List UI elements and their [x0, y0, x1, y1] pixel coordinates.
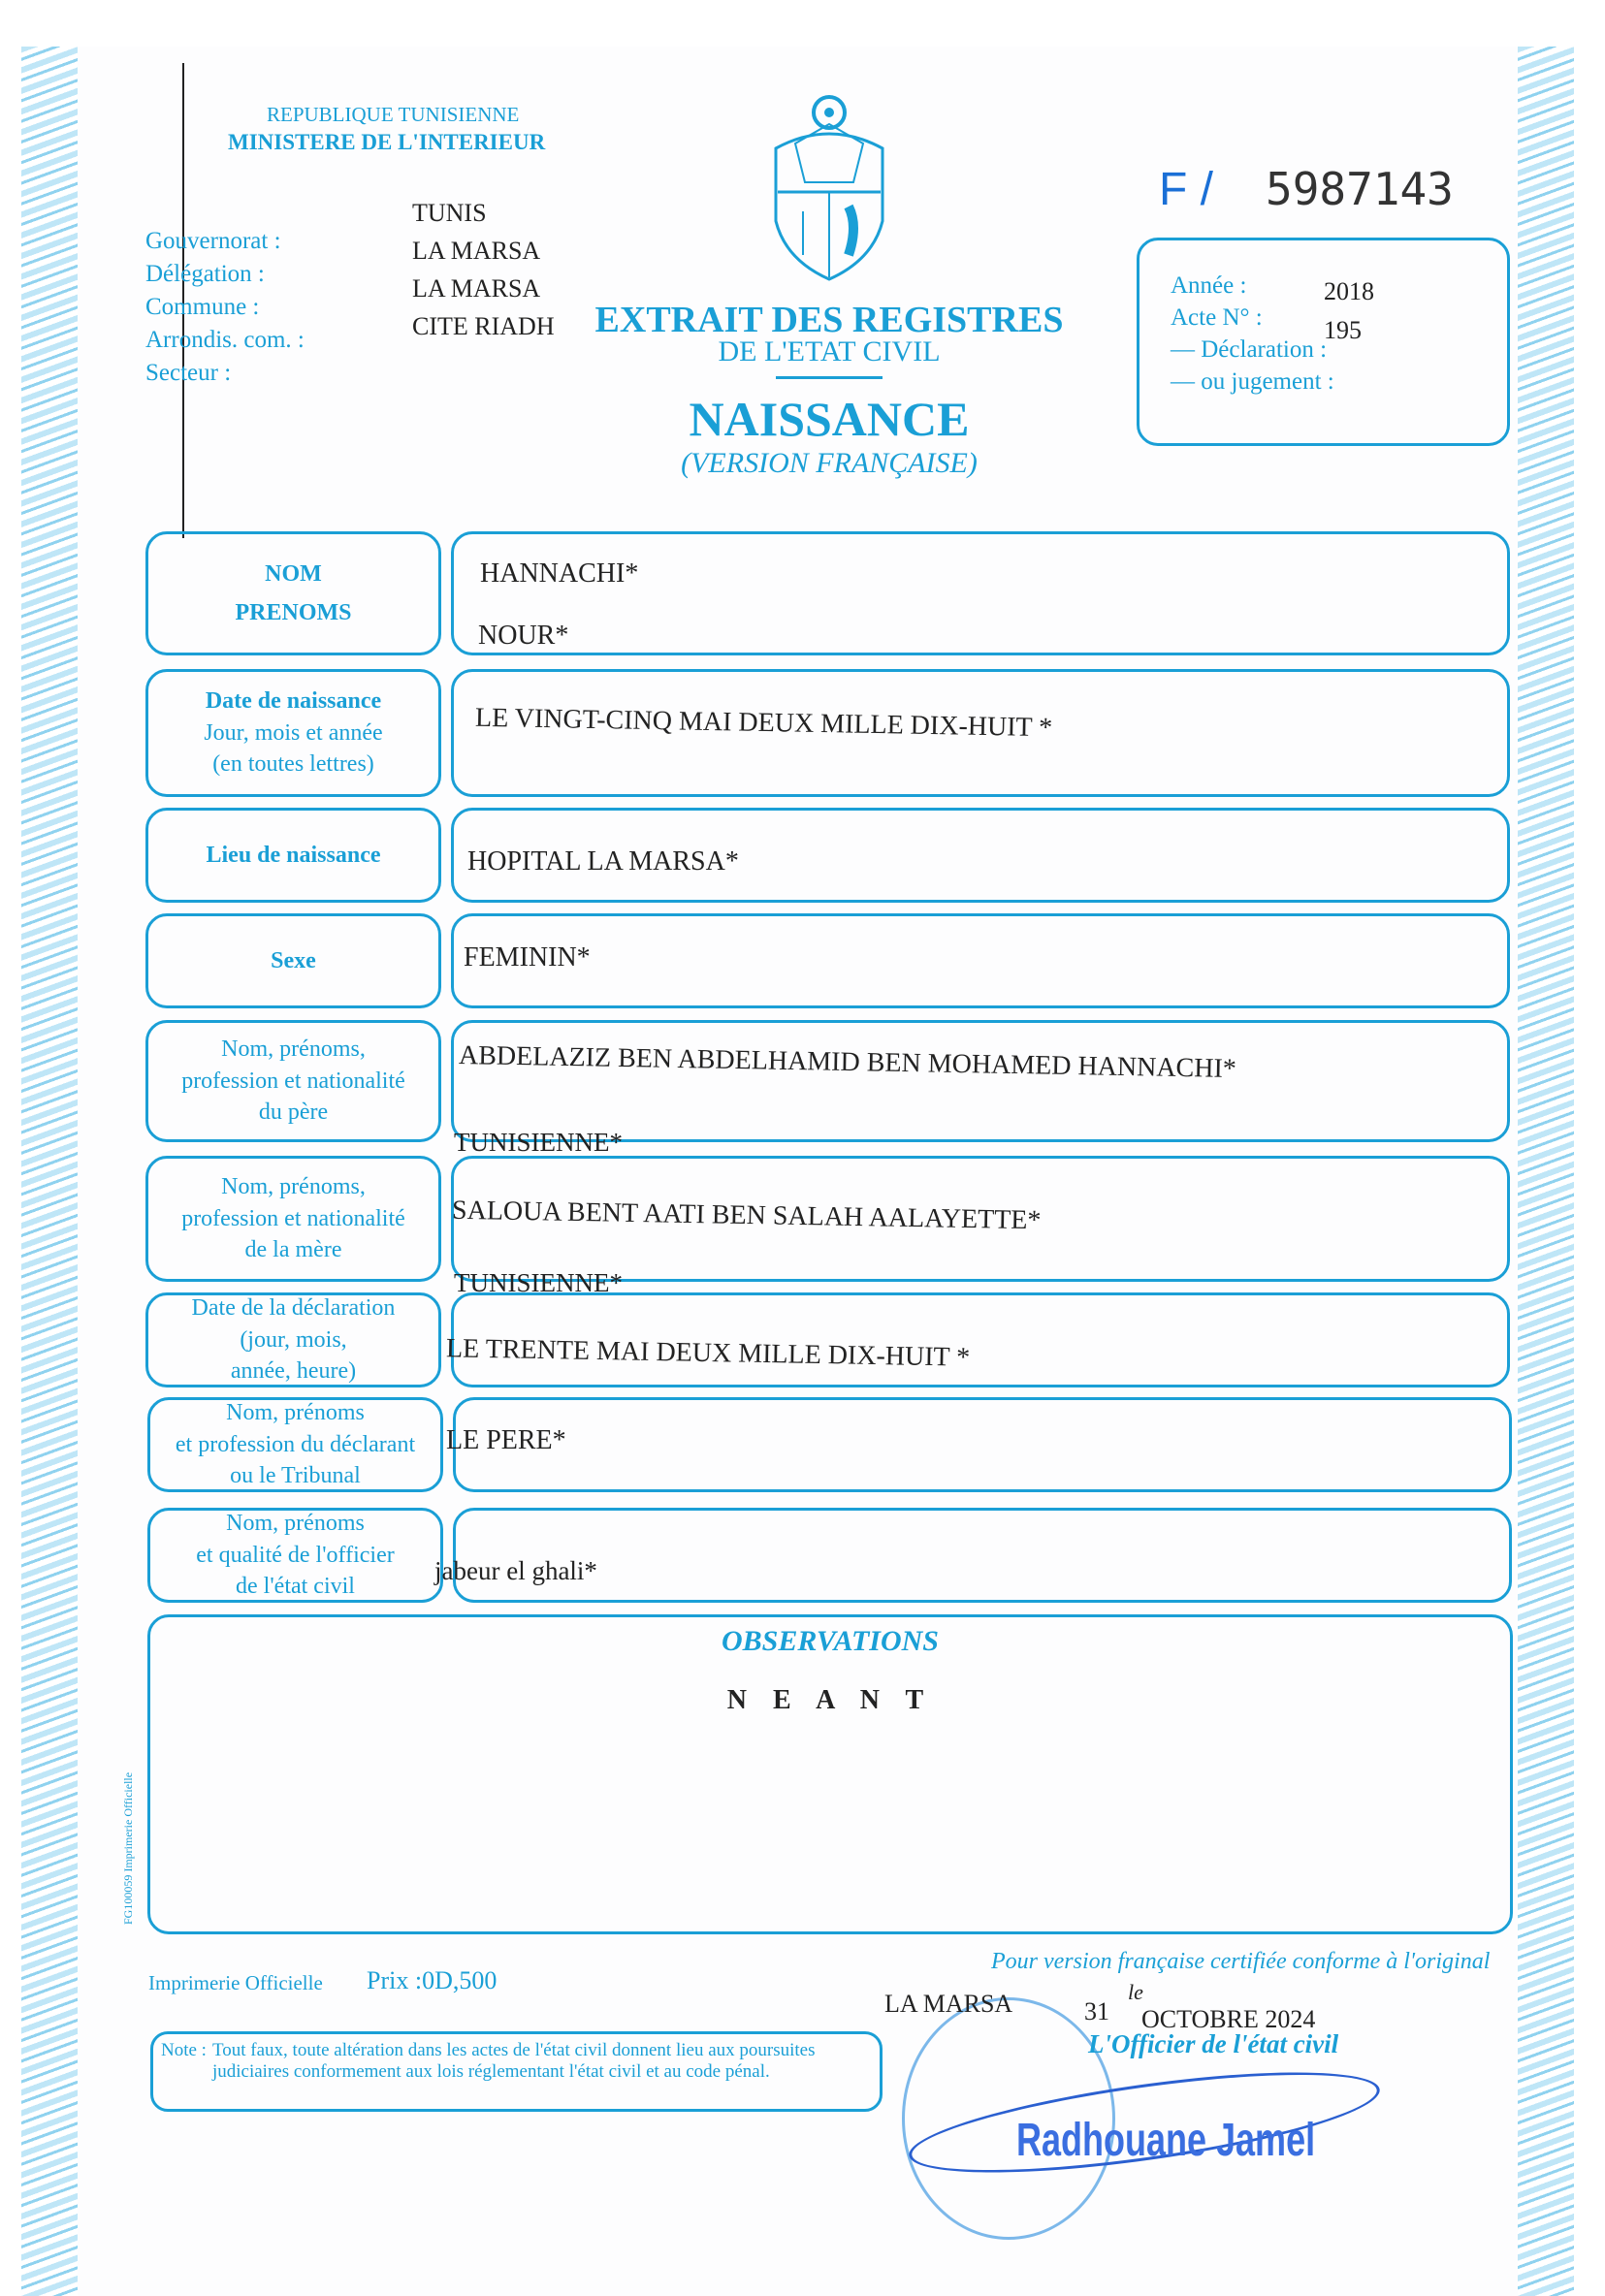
label-line: Nom, prénoms, — [221, 1036, 366, 1063]
acte-value: 195 — [1324, 316, 1362, 344]
label-line: de la mère — [244, 1237, 342, 1263]
value-sexe: FEMININ* — [464, 942, 591, 973]
note-label: Note : — [161, 2040, 207, 2060]
label-line: profession et nationalité — [181, 1068, 405, 1094]
left-border — [21, 47, 78, 2296]
label-line: Nom, prénoms — [226, 1511, 365, 1537]
republic-label: REPUBLIQUE TUNISIENNE — [267, 103, 520, 126]
value-prenoms: NOUR* — [478, 621, 569, 651]
value-arrondissement: CITE RIADH — [412, 312, 555, 340]
le-label: le — [1128, 1980, 1143, 2004]
price: Prix :0D,500 — [367, 1966, 498, 1994]
value-gouvernorat: TUNIS — [412, 199, 487, 227]
ministry-label: MINISTERE DE L'INTERIEUR — [228, 130, 546, 154]
coat-of-arms — [766, 95, 892, 289]
value-nom: HANNACHI* — [480, 558, 639, 589]
side-print: FG100059 Imprimerie Officielle — [121, 1771, 135, 1925]
observations-value: N E A N T — [726, 1685, 934, 1715]
title-divider — [776, 376, 883, 379]
label-line: Nom, prénoms — [226, 1400, 365, 1426]
declaration-label: — Déclaration : — [1171, 336, 1328, 363]
observations-title: OBSERVATIONS — [722, 1625, 939, 1657]
value-delegation: LA MARSA — [412, 237, 541, 265]
officer-title: L'Officier de l'état civil — [1088, 2029, 1339, 2058]
serial-number: 5987143 — [1266, 163, 1454, 215]
label-line: et profession du déclarant — [175, 1431, 416, 1457]
value-commune: LA MARSA — [412, 274, 541, 303]
jugement-label: — ou jugement : — [1171, 368, 1334, 395]
value-declarant: LE PERE* — [446, 1425, 566, 1455]
serial-prefix: F / — [1159, 164, 1213, 215]
value-mere-nationalite: TUNISIENNE* — [454, 1268, 623, 1297]
label-line: Date de la déclaration — [191, 1295, 396, 1322]
value-lieu: HOPITAL LA MARSA* — [467, 846, 739, 877]
label-line: profession et nationalité — [181, 1205, 405, 1231]
day: 31 — [1084, 1997, 1109, 2025]
annee-label: Année : — [1171, 272, 1247, 299]
label-nom: NOM — [265, 560, 322, 587]
title-main: NAISSANCE — [689, 392, 970, 446]
label-delegation: Délégation : — [145, 261, 265, 287]
title-line1: EXTRAIT DES REGISTRES — [594, 300, 1064, 340]
label-line: et qualité de l'officier — [196, 1542, 395, 1568]
value-date-naissance: LE VINGT-CINQ MAI DEUX MILLE DIX-HUIT * — [474, 702, 1053, 744]
value-mere: SALOUA BENT AATI BEN SALAH AALAYETTE* — [451, 1195, 1042, 1236]
label-line: année, heure) — [230, 1358, 357, 1385]
label-line: (jour, mois, — [240, 1326, 347, 1353]
label-sexe: Sexe — [271, 947, 316, 973]
value-pere: ABDELAZIZ BEN ABDELHAMID BEN MOHAMED HANNACHI* — [458, 1040, 1237, 1084]
acte-label: Acte N° : — [1171, 304, 1263, 331]
label-secteur: Secteur : — [145, 360, 232, 386]
label-date-naissance: Date de naissance — [205, 688, 382, 715]
label-gouvernorat: Gouvernorat : — [145, 228, 281, 254]
value-declaration: LE TRENTE MAI DEUX MILLE DIX-HUIT * — [445, 1333, 971, 1373]
note-text: Tout faux, toute altération dans les actes de l'état civil donnent lieu aux poursuites judiciaires conformement aux lois réglementant l'état civil et au code pénal. — [211, 2040, 816, 2082]
label-sub: Jour, mois et année — [204, 719, 383, 746]
label-prenoms: PRENOMS — [235, 600, 352, 625]
location-labels — [145, 225, 305, 390]
annee-value: 2018 — [1324, 277, 1374, 305]
label-arrondissement: Arrondis. com. : — [145, 327, 305, 353]
observations-box — [147, 1614, 1513, 1934]
location-values — [412, 194, 555, 345]
label-line: Nom, prénoms, — [221, 1174, 366, 1200]
place: LA MARSA — [884, 1990, 1013, 2018]
certified-text: Pour version française certifiée conforme à l'original — [991, 1949, 1491, 1974]
acte-box — [1137, 238, 1510, 446]
value-officier: jabeur el ghali* — [434, 1556, 597, 1585]
label-line: de l'état civil — [236, 1574, 355, 1600]
label-line: du père — [258, 1100, 329, 1126]
label-commune: Commune : — [145, 294, 260, 320]
label-line: ou le Tribunal — [230, 1463, 361, 1489]
printer-label: Imprimerie Officielle — [148, 1971, 323, 1994]
title-version: (VERSION FRANÇAISE) — [681, 447, 978, 479]
label-lieu: Lieu de naissance — [206, 842, 381, 868]
title-block — [582, 299, 1076, 480]
note-box — [150, 2031, 883, 2112]
date: OCTOBRE 2024 — [1141, 2005, 1316, 2033]
value-pere-nationalite: TUNISIENNE* — [454, 1128, 623, 1157]
signature-stamp: Radhouane Jamel — [1016, 2115, 1316, 2166]
title-line2: DE L'ETAT CIVIL — [718, 335, 941, 367]
label-sub: (en toutes lettres) — [212, 751, 374, 778]
right-border — [1518, 47, 1574, 2296]
